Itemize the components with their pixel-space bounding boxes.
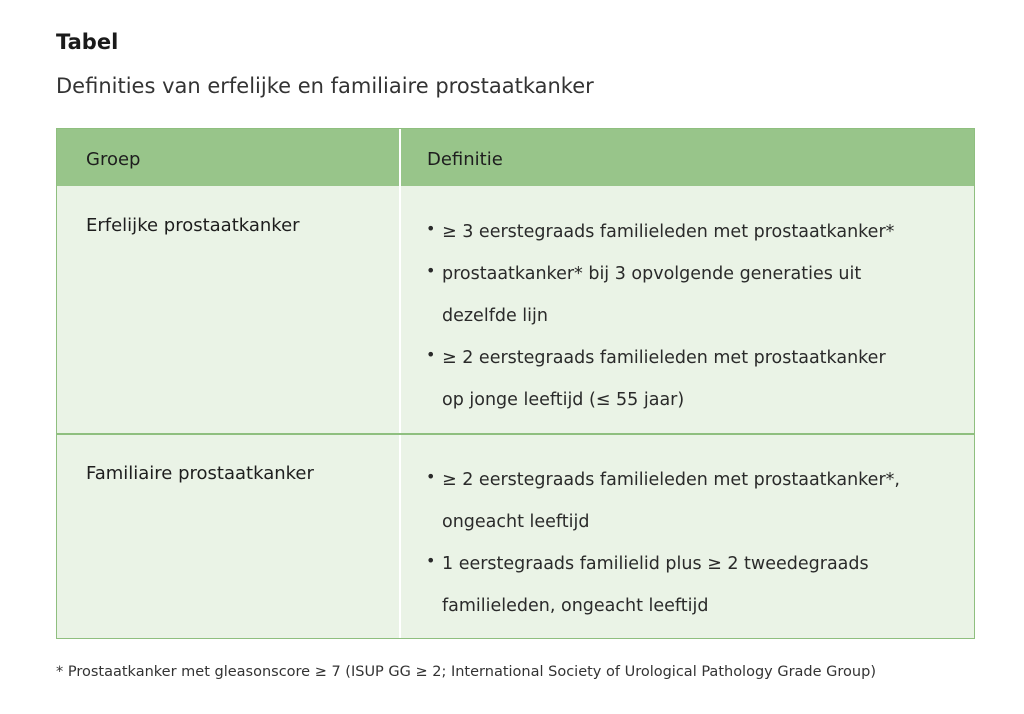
list-item bbox=[425, 211, 965, 253]
list-item bbox=[425, 459, 965, 543]
column-header-groep: Groep bbox=[86, 149, 141, 170]
definition-list-familiair bbox=[425, 459, 965, 627]
group-cell-familiair: Familiaire prostaatkanker bbox=[86, 463, 314, 484]
table-subtitle: Definities van erfelijke en familiaire prostaatkanker bbox=[56, 74, 594, 98]
table-header bbox=[57, 129, 974, 186]
group-cell-erfelijk: Erfelijke prostaatkanker bbox=[86, 215, 300, 236]
list-item-text: dezelfde lijn bbox=[442, 306, 548, 326]
footnote: * Prostaatkanker met gleasonscore ≥ 7 (ISUP GG ≥ 2; International Society of Urological Pathology Grade Group) bbox=[56, 664, 876, 680]
list-item-text: • ≥ 2 eerstegraads familieleden met prostaatkanker*, bbox=[442, 470, 900, 490]
definition-list-erfelijk bbox=[425, 211, 965, 421]
list-item-text: • 1 eerstegraads familielid plus ≥ 2 tweedegraads bbox=[442, 554, 869, 574]
definitions-table bbox=[56, 128, 975, 639]
list-item-text: • ≥ 2 eerstegraads familieleden met prostaatkanker bbox=[442, 348, 886, 368]
list-item-text: op jonge leeftijd (≤ 55 jaar) bbox=[442, 390, 685, 410]
list-item bbox=[425, 543, 965, 627]
row-divider bbox=[57, 433, 974, 435]
list-item-text: • prostaatkanker* bij 3 opvolgende generaties uit bbox=[442, 264, 862, 284]
table-title: Tabel bbox=[56, 30, 119, 54]
list-item-text: ongeacht leeftijd bbox=[442, 512, 590, 532]
column-divider bbox=[399, 129, 401, 638]
list-item-text: • ≥ 3 eerstegraads familieleden met prostaatkanker* bbox=[442, 222, 895, 242]
column-header-definitie: Definitie bbox=[427, 149, 503, 170]
list-item-text: familieleden, ongeacht leeftijd bbox=[442, 596, 709, 616]
list-item bbox=[425, 253, 965, 337]
list-item bbox=[425, 337, 965, 421]
